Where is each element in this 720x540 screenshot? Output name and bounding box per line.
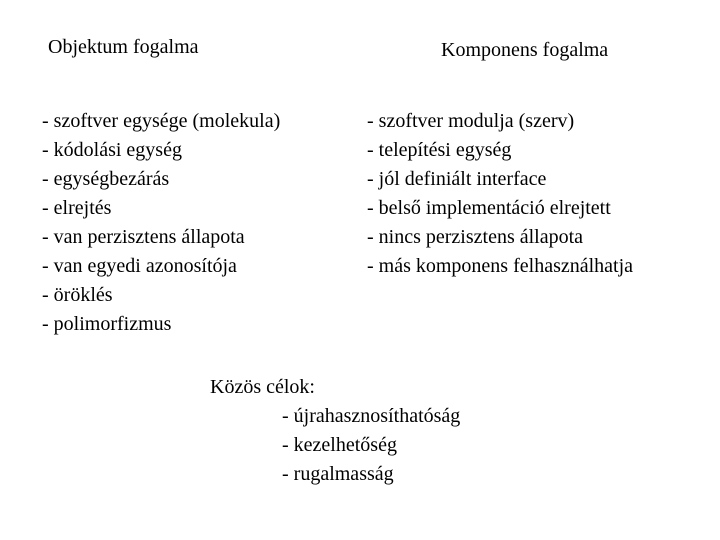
list-item: - van perzisztens állapota xyxy=(42,226,245,248)
list-item: - öröklés xyxy=(42,284,113,306)
list-item: - szoftver modulja (szerv) xyxy=(367,110,575,132)
component-concept-heading: Komponens fogalma xyxy=(441,39,609,61)
list-item: - kódolási egység xyxy=(42,139,182,161)
list-item: - belső implementáció elrejtett xyxy=(367,197,611,219)
common-goals-heading: Közös célok: xyxy=(210,376,315,398)
common-goals-section xyxy=(210,373,460,489)
component-concept-list xyxy=(367,107,633,281)
list-item: - polimorfizmus xyxy=(42,313,172,335)
list-item: - más komponens felhasználhatja xyxy=(367,255,634,277)
list-item: - kezelhetőség xyxy=(282,434,397,456)
list-item: - szoftver egysége (molekula) xyxy=(42,110,281,132)
object-concept-list xyxy=(42,107,280,339)
list-item: - újrahasznosíthatóság xyxy=(282,405,461,427)
object-concept-heading: Objektum fogalma xyxy=(48,36,199,58)
list-item: - rugalmasság xyxy=(282,463,394,485)
list-item: - elrejtés xyxy=(42,197,112,219)
list-item: - van egyedi azonosítója xyxy=(42,255,237,277)
list-item: - jól definiált interface xyxy=(367,168,547,190)
list-item: - telepítési egység xyxy=(367,139,512,161)
common-goals-list xyxy=(210,402,460,489)
list-item: - egységbezárás xyxy=(42,168,170,190)
list-item: - nincs perzisztens állapota xyxy=(367,226,584,248)
